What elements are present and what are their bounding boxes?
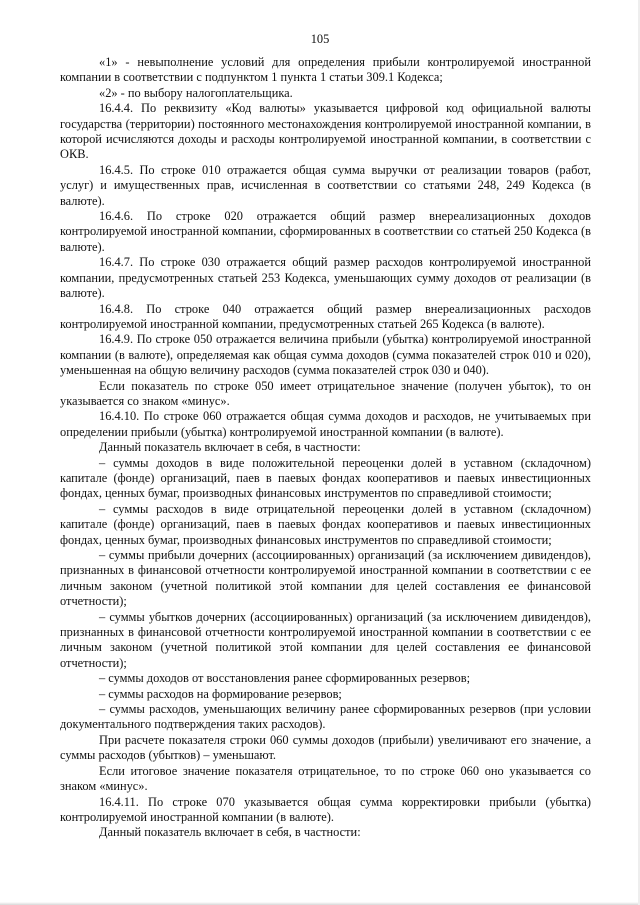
paragraph-line-050-negative: Если показатель по строке 050 имеет отрицательное значение (получен убыток), то он указывается со знаком «минус». (60, 378, 591, 408)
list-item-subsidiary-loss: – суммы убытков дочерних (ассоциированных) организаций (за исключением дивидендов), признанных в финансовой отчетности контролируемой иностранной компании в соответствии с ее личным законом (учетной политикой этой компании для целей составления ее финансовой отчетности); (60, 609, 591, 670)
page-number: 105 (310, 32, 330, 46)
list-item-subsidiary-profit: – суммы прибыли дочерних (ассоциированных) организаций (за исключением дивидендов), признанных в финансовой отчетности контролируемой иностранной компании в соответствии с ее личным законом (учетной политикой этой компании для целей составления ее финансовой отчетности); (60, 548, 591, 609)
paragraph-includes-intro: Данный показатель включает в себя, в частности: (99, 440, 361, 455)
paragraph-line-060-negative: Если итоговое значение показателя отрицательное, то по строке 060 оно указывается со знаком «минус». (60, 763, 591, 794)
document-body (60, 55, 591, 841)
list-item-reserve-recovery: – суммы доходов от восстановления ранее сформированных резервов; (99, 671, 471, 686)
paragraph-code-1: «1» - невыполнение условий для определения прибыли контролируемой иностранной компании в соответствии с подпунктом 1 пункта 1 статьи 309.1 Кодекса; (60, 55, 591, 85)
paragraph-16-4-5: 16.4.5. По строке 010 отражается общая сумма выручки от реализации товаров (работ, услуг) и имущественных прав, исчисленная в соответствии со статьями 248, 249 Кодекса (в валюте). (60, 162, 591, 208)
paragraph-code-2: «2» - по выбору налогоплательщика. (99, 85, 293, 100)
paragraph-16-4-7: 16.4.7. По строке 030 отражается общий размер расходов контролируемой иностранной компании, предусмотренных статьей 253 Кодекса, уменьшающих сумму доходов от реализации (в валюте). (60, 255, 591, 301)
paragraph-16-4-11: 16.4.11. По строке 070 указывается общая сумма корректировки прибыли (убытка) контролируемой иностранной компании (в валюте). (60, 794, 591, 824)
paragraph-16-4-4: 16.4.4. По реквизиту «Код валюты» указывается цифровой код официальной валюты государства (территории) постоянного местонахождения контролируемой иностранной компании, в которой исчисляются доходы и расходы контролируемой иностранной компании, в соответствии с ОКВ. (60, 101, 591, 162)
list-item-reserve-formation: – суммы расходов на формирование резервов; (99, 686, 342, 701)
paragraph-includes-intro-2: Данный показатель включает в себя, в частности: (99, 825, 361, 840)
list-item-negative-revaluation: – суммы расходов в виде отрицательной переоценки долей в уставном (складочном) капитале (фонде) организаций, паев в паевых фондах кооперативов и паевых инвестиционных фондах, ценных бумаг, производных финансовых инструментов по справедливой стоимости; (60, 501, 591, 547)
paragraph-16-4-8: 16.4.8. По строке 040 отражается общий размер внереализационных расходов контролируемой иностранной компании, предусмотренных статьей 265 Кодекса (в валюте). (60, 301, 591, 331)
list-item-reserve-reduction: – суммы расходов, уменьшающих величину ранее сформированных резервов (при условии документального подтверждения таких расходов). (60, 702, 591, 732)
paragraph-line-060-calculation: При расчете показателя строки 060 суммы доходов (прибыли) увеличивают его значение, а суммы расходов (убытков) – уменьшают. (60, 732, 591, 763)
list-item-positive-revaluation: – суммы доходов в виде положительной переоценки долей в уставном (складочном) капитале (фонде) организаций, паев в паевых фондах кооперативов и паевых инвестиционных фондах, ценных бумаг, производных финансовых инструментов по справедливой стоимости; (60, 455, 591, 501)
paragraph-16-4-9: 16.4.9. По строке 050 отражается величина прибыли (убытка) контролируемой иностранной компании (в валюте), определяемая как общая сумма доходов (сумма показателей строк 010 и 020), уменьшенная на общую величину расходов (сумма показателей строк 030 и 040). (60, 332, 591, 378)
paragraph-16-4-10: 16.4.10. По строке 060 отражается общая сумма доходов и расходов, не учитываемых при определении прибыли (убытка) контролируемой иностранной компании (в валюте). (60, 409, 591, 439)
paragraph-16-4-6: 16.4.6. По строке 020 отражается общий размер внереализационных доходов контролируемой иностранной компании, сформированных в соответствии со статьей 250 Кодекса (в валюте). (60, 209, 591, 254)
